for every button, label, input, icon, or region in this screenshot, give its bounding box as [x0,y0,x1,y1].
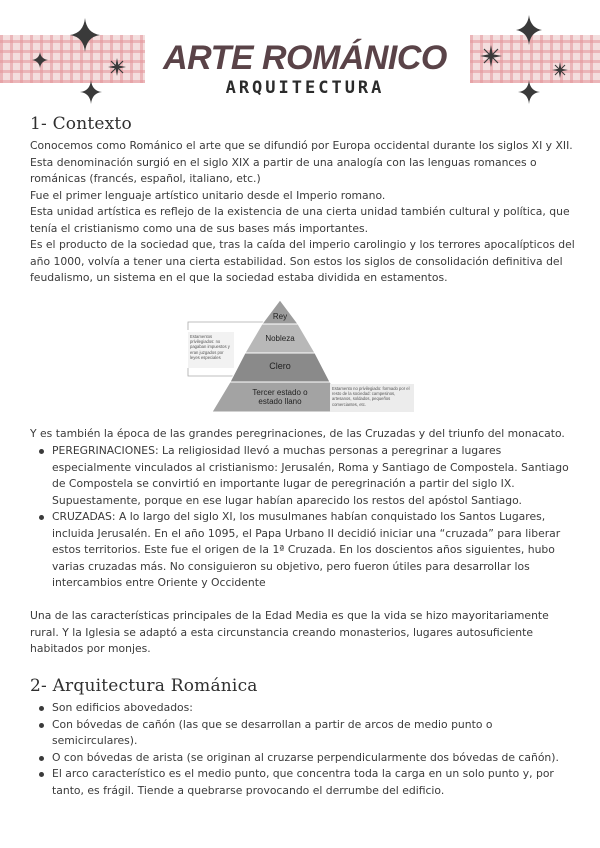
list-item: O con bóvedas de arista (se originan al cruzarse perpendicularmente dos bóvedas de cañón). [30,750,570,767]
tier-label-rey: Rey [272,312,288,321]
section-heading-contexto: 1- Contexto [30,114,132,134]
context-paragraphs [30,138,575,287]
sparkle-star-icon [70,18,100,52]
estamentos-pyramid [180,296,420,414]
list-item: PEREGRINACIONES: La religiosidad llevó a muchas personas a peregrinar a lugares especialmente vinculados al cristianismo: Jerusalén, Roma y Santiago de Compostela. Santiago de Compostela se convirtió en importante lugar de peregrinación a partir del siglo IX. Supuestamente, porque en ese lugar habían aparecido los restos del apóstol Santiago. [30,443,570,509]
paragraph: Fue el primer lenguaje artístico unitario desde el Imperio romano. [30,188,386,202]
section-heading-arquitectura: 2- Arquitectura Románica [30,676,258,696]
list-item: Son edificios abovedados: [30,700,570,717]
architecture-bullet-list [30,700,570,799]
paragraph: Conocemos como Románico el arte que se difundió por Europa occidental durante los siglos XI y XII. [30,139,573,152]
page-subtitle: ARQUITECTURA [225,78,385,98]
sparkle-star-icon [108,58,126,76]
page-title: ARTE ROMÁNICO [163,39,447,77]
page-header [0,0,600,108]
paragraph: Es el producto de la sociedad que, tras la caída del imperio carolingio y los terrores apocalípticos del año 1000, volvía a tener una cierta estabilidad. Son estos los siglos de consolidación definitiva del feudalismo, un sistema en el que la sociedad estaba dividida en estamentos. [30,238,575,284]
monasteries-paragraph: Una de las características principales de la Edad Media es que la vida se hizo mayoritariamente rural. Y la Iglesia se adaptó a esta circunstancia creando monasterios, lugares autosuficiente habitados por monjes. [30,609,549,655]
paragraph: Esta unidad artística es reflejo de la existencia de una cierta unidad también cultural y política, que tenía el cristianismo como una de sus bases más importantes. [30,205,570,235]
privileged-note: Estamentos privilegiados: no pagaban impuestos y eran juzgados por leyes especiales [190,334,230,360]
sparkle-star-icon [552,62,568,78]
epoch-bullet-list [30,443,570,592]
sparkle-star-icon [480,45,502,67]
list-item: Con bóvedas de cañón (las que se desarrollan a partir de arcos de medio punto o semicirculares). [30,717,570,750]
sparkle-star-icon [32,52,48,68]
sparkle-star-icon [518,80,540,104]
list-item: El arco característico es el medio punto, que concentra toda la carga en un solo punto y, por tanto, es frágil. Tiende a quebrarse provocando el derrumbe del edificio. [30,766,570,799]
non-privileged-note: Estamento no privilegiado: formado por el resto de la sociedad: campesinos, artesanos, soldados, pequeños comerciantes, etc. [332,386,410,407]
epoch-intro: Y es también la época de las grandes peregrinaciones, de las Cruzadas y del triunfo del monacato. [30,427,565,440]
sparkle-star-icon [80,80,102,104]
list-item: CRUZADAS: A lo largo del siglo XI, los musulmanes habían conquistado los Santos Lugares, incluida Jerusalén. En el año 1095, el Papa Urbano II decidió iniciar una “cruzada” para liberar estos territorios. Este fue el origen de la 1ª Cruzada. En los doscientos años siguientes, hubo varias cruzadas más. No consiguieron su objetivo, pero fueron útiles para desarrollar los intercambios entre Oriente y Occidente [30,509,570,592]
sparkle-star-icon [516,15,542,45]
tier-label-tercer-estado: Tercer estado o estado llano [252,388,308,406]
tier-label-clero: Clero [269,361,291,371]
paragraph: Esta denominación surgió en el siglo XIX a partir de una analogía con las lenguas romances o románicas (francés, español, italiano, etc.) [30,155,537,185]
tier-label-nobleza: Nobleza [265,334,295,343]
